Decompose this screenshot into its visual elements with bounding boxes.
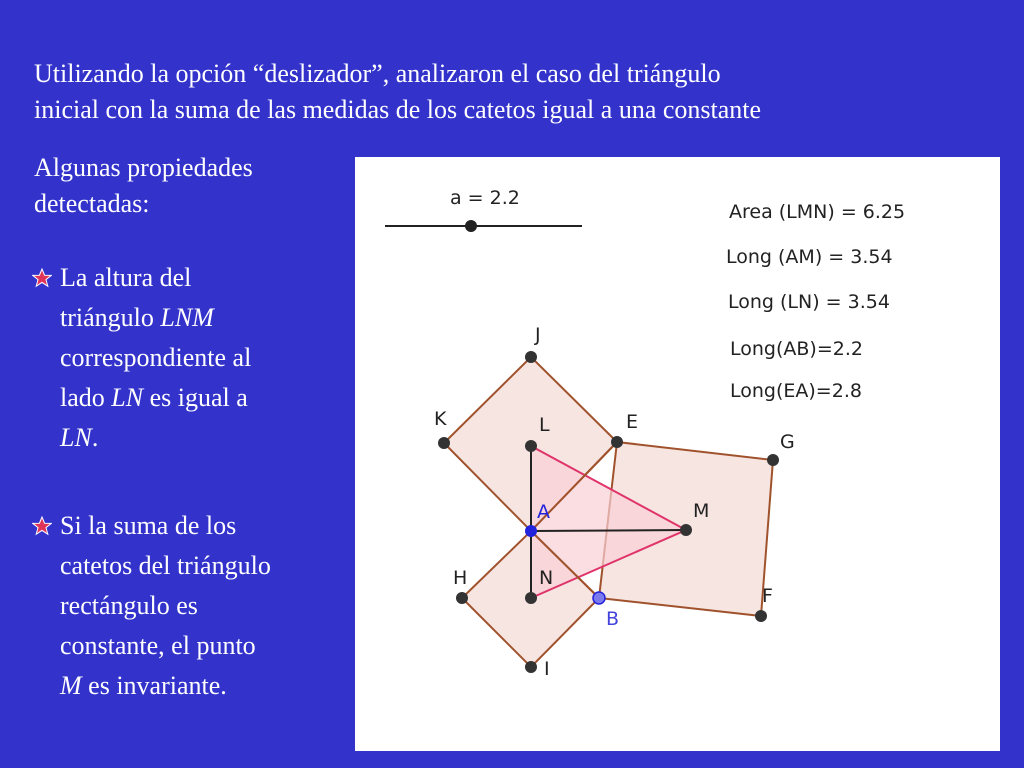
slide-title bbox=[34, 56, 1014, 128]
properties-heading-line-1: Algunas propiedades bbox=[34, 153, 253, 182]
bullet-text-part: lado bbox=[60, 383, 112, 412]
measure-area-lmn: Area (LMN) = 6.25 bbox=[729, 201, 906, 223]
bullet-altura-text bbox=[60, 258, 322, 458]
bullet-invariante-text bbox=[60, 506, 322, 706]
bullet-text-part: es igual a bbox=[143, 383, 248, 412]
bullet-text-line: constante, el punto bbox=[60, 631, 256, 660]
point-a[interactable] bbox=[525, 525, 537, 537]
bullet-text-part: es invariante. bbox=[81, 671, 227, 700]
measure-long-ln: Long (LN) = 3.54 bbox=[728, 291, 890, 313]
slider-handle[interactable] bbox=[465, 220, 477, 232]
bullet-text-line: La altura del bbox=[60, 263, 192, 292]
measure-long-ea: Long(EA)=2.8 bbox=[730, 380, 862, 402]
star-icon bbox=[32, 516, 52, 536]
label-j: J bbox=[535, 324, 541, 346]
point-n[interactable] bbox=[525, 592, 537, 604]
properties-heading-line-2: detectadas: bbox=[34, 189, 150, 218]
point-k[interactable] bbox=[438, 437, 450, 449]
bullet-text-part: triángulo bbox=[60, 303, 161, 332]
bullet-text-line bbox=[60, 666, 322, 706]
bullet-text-italic: M bbox=[60, 671, 82, 700]
point-e[interactable] bbox=[611, 436, 623, 448]
label-m: M bbox=[693, 500, 710, 522]
bullet-text-italic: LNM bbox=[160, 303, 214, 332]
bullet-text-part: . bbox=[91, 423, 99, 452]
bullet-text-line: correspondiente al bbox=[60, 343, 252, 372]
label-k: K bbox=[434, 408, 447, 430]
measure-long-am: Long (AM) = 3.54 bbox=[726, 246, 893, 268]
bullet-altura bbox=[32, 258, 322, 458]
bullet-text-line bbox=[60, 298, 322, 338]
star-icon bbox=[32, 268, 52, 288]
slide-title-line-1: Utilizando la opción “deslizador”, analizaron el caso del triángulo bbox=[34, 59, 721, 88]
properties-heading bbox=[34, 150, 334, 222]
bullet-text-line: catetos del triángulo bbox=[60, 551, 271, 580]
label-i: I bbox=[544, 658, 550, 680]
label-n: N bbox=[539, 567, 554, 589]
label-h: H bbox=[453, 567, 468, 589]
bullet-text-line bbox=[60, 378, 322, 418]
point-f[interactable] bbox=[755, 610, 767, 622]
label-b: B bbox=[606, 608, 620, 630]
geometry-canvas bbox=[355, 157, 1000, 751]
bullet-text-line: rectángulo es bbox=[60, 591, 198, 620]
slider-label: a = 2.2 bbox=[450, 187, 520, 209]
segment-am bbox=[531, 530, 686, 531]
measure-long-ab: Long(AB)=2.2 bbox=[730, 338, 863, 360]
point-h[interactable] bbox=[456, 592, 468, 604]
label-a: A bbox=[537, 501, 550, 523]
point-j[interactable] bbox=[525, 351, 537, 363]
bullet-invariante bbox=[32, 506, 322, 706]
bullet-text-italic: LN bbox=[60, 423, 92, 452]
label-l: L bbox=[539, 414, 550, 436]
point-i[interactable] bbox=[525, 661, 537, 673]
point-b[interactable] bbox=[593, 592, 605, 604]
point-m[interactable] bbox=[680, 524, 692, 536]
bullet-text-line bbox=[60, 418, 322, 458]
label-e: E bbox=[626, 411, 639, 433]
bullet-text-italic: LN bbox=[111, 383, 144, 412]
point-l[interactable] bbox=[525, 440, 537, 452]
label-f: F bbox=[762, 585, 773, 607]
point-g[interactable] bbox=[767, 454, 779, 466]
geometry-figure bbox=[355, 157, 1000, 751]
slide-title-line-2: inicial con la suma de las medidas de los catetos igual a una constante bbox=[34, 95, 762, 124]
label-g: G bbox=[780, 431, 795, 453]
bullet-text-line: Si la suma de los bbox=[60, 511, 237, 540]
